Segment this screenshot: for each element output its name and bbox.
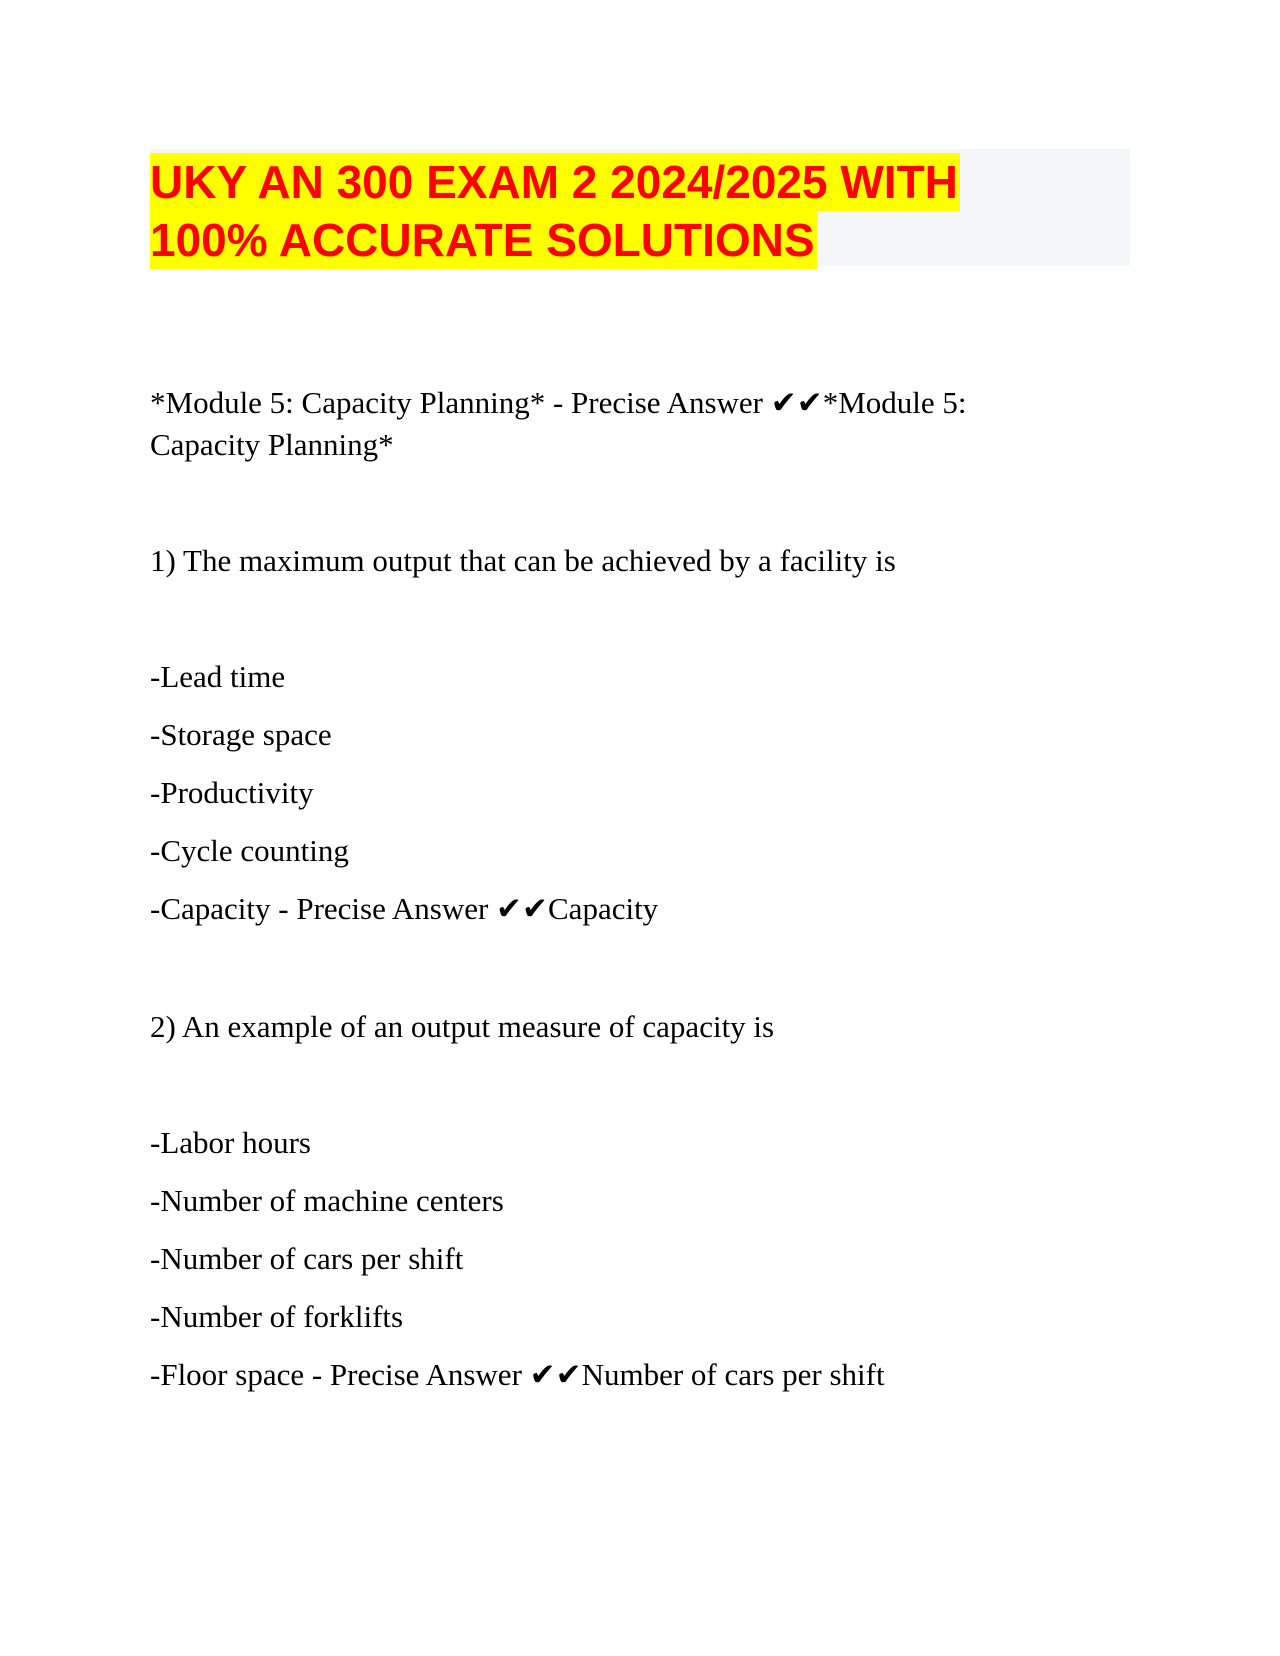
question-2-option-4: -Number of forklifts [150,1299,404,1334]
module-heading-line-1: *Module 5: Capacity Planning* - Precise Answer ✔✔*Module 5: [150,385,967,420]
document-title-line-2: 100% ACCURATE SOLUTIONS [150,211,817,269]
question-1-option-3: -Productivity [150,775,314,810]
question-1-option-5-answer: -Capacity - Precise Answer ✔✔Capacity [150,891,659,926]
module-heading-line-2: Capacity Planning* [150,427,394,462]
question-1-prompt: 1) The maximum output that can be achieved by a facility is [150,543,896,578]
document-title-line-1: UKY AN 300 EXAM 2 2024/2025 WITH [150,153,960,211]
question-2-option-3: -Number of cars per shift [150,1241,464,1276]
question-2-option-2: -Number of machine centers [150,1183,504,1218]
question-1-option-4: -Cycle counting [150,833,349,868]
question-1-option-1: -Lead time [150,659,286,694]
question-1-option-2: -Storage space [150,717,332,752]
question-2-option-1: -Labor hours [150,1125,311,1160]
question-2-option-5-answer: -Floor space - Precise Answer ✔✔Number of cars per shift [150,1357,885,1392]
question-2-prompt: 2) An example of an output measure of capacity is [150,1009,775,1044]
